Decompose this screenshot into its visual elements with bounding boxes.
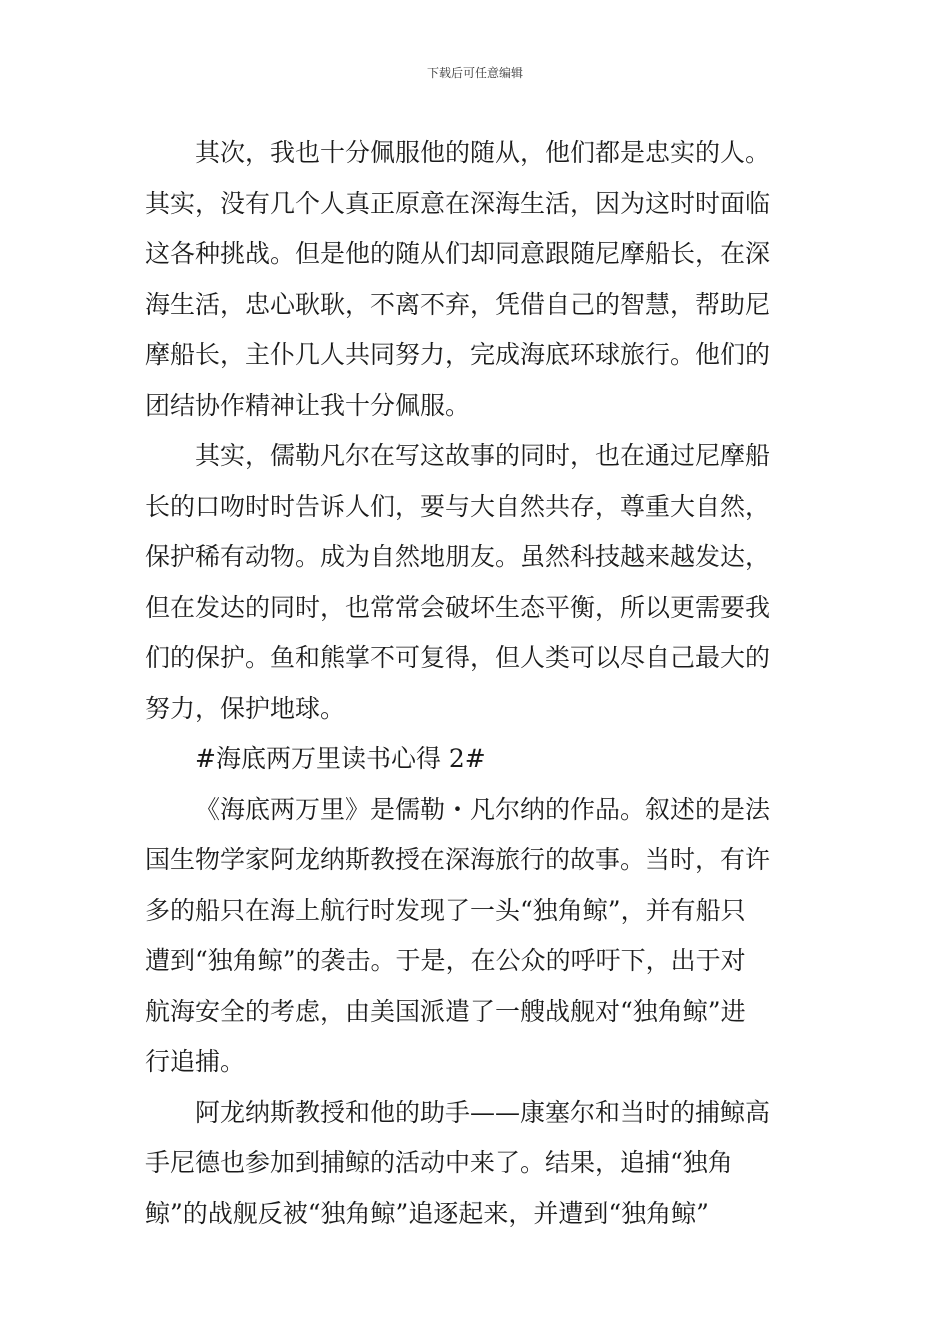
text-line: 其次，我也十分佩服他的随从，他们都是忠实的人。	[195, 138, 771, 167]
text-line: 海生活，忠心耿耿，不离不弃，凭借自己的智慧，帮助尼	[145, 289, 771, 319]
text-line: 航海安全的考虑，由美国派遣了一艘战舰对“独角鲸”进	[145, 996, 746, 1026]
text-line: 《海底两万里》是儒勒・凡尔纳的作品。叙述的是法	[195, 794, 771, 824]
text-line: 行追捕。	[145, 1047, 246, 1076]
text-line: 摩船长，主仆几人共同努力，完成海底环球旅行。他们的	[145, 340, 771, 369]
text-line: 们的保护。鱼和熊掌不可复得，但人类可以尽自己最大的	[145, 643, 771, 672]
text-line: 国生物学家阿龙纳斯教授在深海旅行的故事。当时，有许	[145, 845, 771, 874]
text-line: 这各种挑战。但是他的随从们却同意跟随尼摩船长，在深	[145, 239, 771, 268]
text-line: 鲸”的战舰反被“独角鲸”追逐起来，并遭到“独角鲸”	[145, 1198, 709, 1228]
text-line: 多的船只在海上航行时发现了一头“独角鲸”，并有船只	[145, 895, 746, 925]
text-line: 但在发达的同时，也常常会破坏生态平衡，所以更需要我	[145, 592, 771, 622]
text-line: 保护稀有动物。成为自然地朋友。虽然科技越来越发达，	[145, 542, 771, 571]
page-header: 下载后可任意编辑	[426, 66, 523, 80]
text-line: 其实，儒勒凡尔在写这故事的同时，也在通过尼摩船	[195, 441, 771, 470]
text-line: 其实，没有几个人真正原意在深海生活，因为这时时面临	[145, 188, 771, 218]
text-line: 努力，保护地球。	[145, 693, 346, 723]
text-line: 长的口吻时时告诉人们，要与大自然共存，尊重大自然，	[145, 491, 771, 521]
text-line: 手尼德也参加到捕鲸的活动中来了。结果，追捕“独角	[145, 1148, 733, 1177]
text-line: 团结协作精神让我十分佩服。	[145, 390, 471, 420]
section-heading: #海底两万里读书心得 2#	[195, 744, 486, 773]
document-body	[145, 128, 807, 1239]
text-line: 遭到“独角鲸”的袭击。于是，在公众的呼吁下，出于对	[145, 946, 746, 975]
text-line: 阿龙纳斯教授和他的助手——康塞尔和当时的捕鲸高	[195, 1097, 771, 1127]
